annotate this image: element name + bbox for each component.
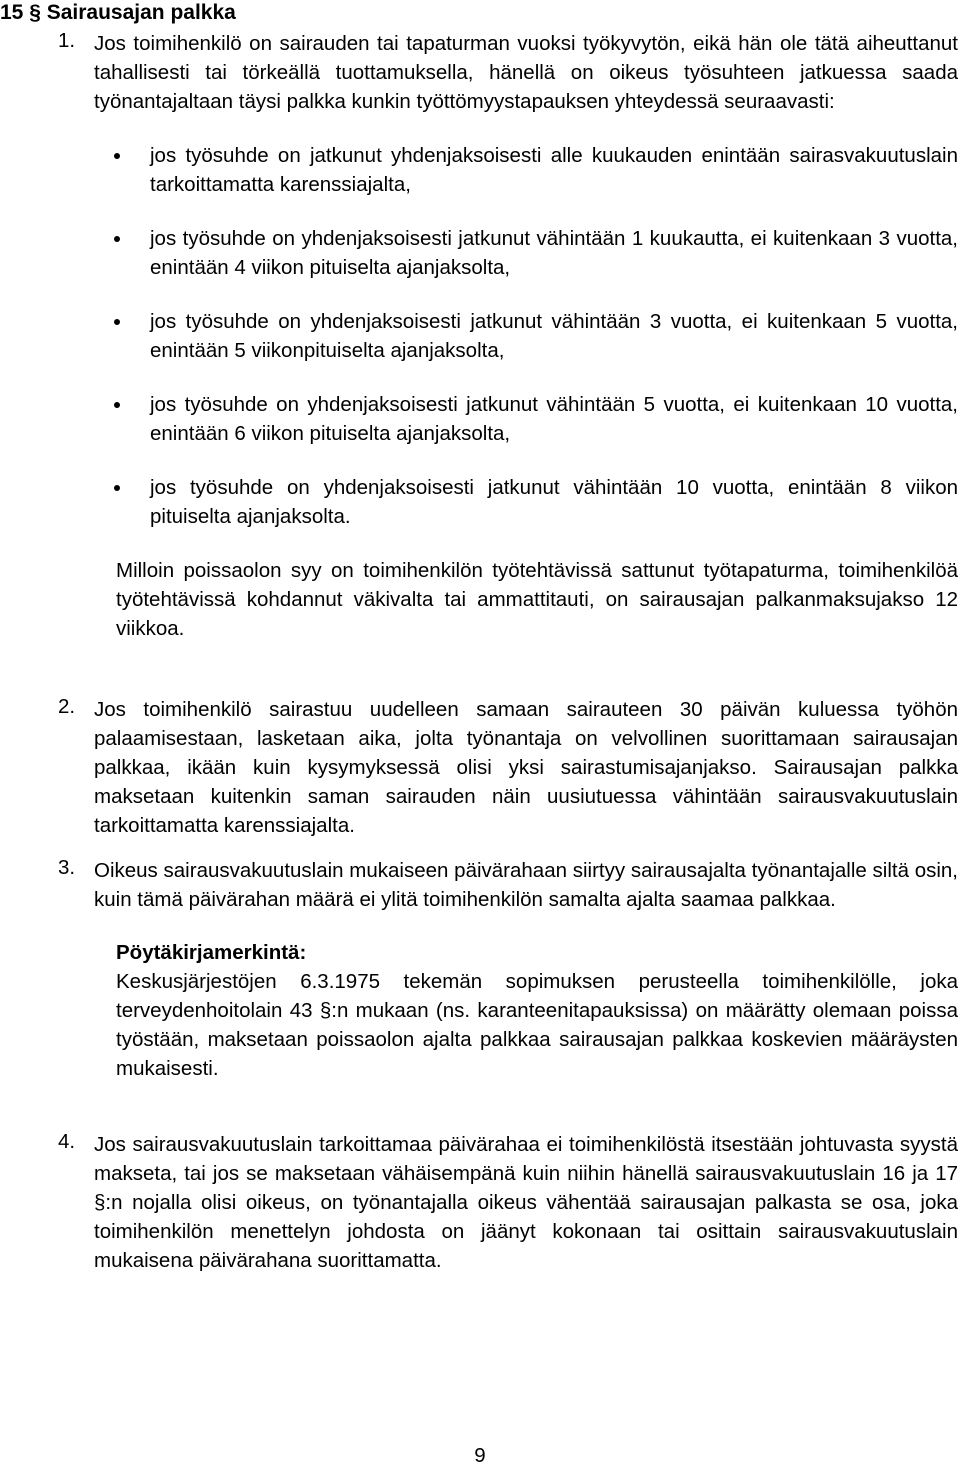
- item-body: [94, 856, 958, 1083]
- section-item-1: [0, 29, 958, 643]
- bullet-dot-icon: [114, 236, 120, 242]
- item-intro: Jos toimihenkilö on sairauden tai tapaturman vuoksi työkyvytön, eikä hän ole tätä aiheuttanut tahallisesti tai törkeällä tuottamuksella, hänellä on oikeus työsuhteen jatkuessa saada työnantajaltaan täysi palkka kunkin työttömyystapauksen yhteydessä seuraavasti:: [94, 32, 958, 113]
- item-text: Oikeus sairausvakuutuslain mukaiseen päivärahaan siirtyy sairausajalta työnantajalle siltä osin, kuin tämä päivärahan määrä ei ylitä toimihenkilön samalta ajalta saamaa palkkaa.: [94, 859, 958, 911]
- bullet-item: [94, 307, 958, 365]
- item-number: 1.: [58, 29, 76, 52]
- bullet-item: [94, 473, 958, 531]
- item-text: Jos toimihenkilö sairastuu uudelleen samaan sairauteen 30 päivän kuluessa työhön palaamisestaan, lasketaan aika, jolta työnantaja on velvollinen suorittamaan sairausajan palkkaa, ikään kuin kysymyksessä olisi yksi sairastumisajanjakso. Sairausajan palkka maksetaan kuitenkin saman sairauden näin uusiutuessa vähintään sairausvakuutuslain tarkoittamatta karenssiajalta.: [94, 698, 958, 837]
- bullet-dot-icon: [114, 402, 120, 408]
- page-number: 9: [474, 1444, 486, 1467]
- item-body: [94, 695, 958, 840]
- item-body: [94, 29, 958, 643]
- bullet-item: [94, 224, 958, 282]
- item-text: Jos sairausvakuutuslain tarkoittamaa päivärahaa ei toimihenkilöstä itsestään johtuvasta syystä makseta, tai jos se maksetaan vähäisempänä kuin niihin hänellä sairausvakuutuslain 16 ja 17 §:n nojalla olisi oikeus, on työnantajalla oikeus vähentää sairausajan palkasta se osa, joka toimihenkilön menettelyn johdosta on jäänyt kokonaan tai osittain sairausvakuutuslain mukaisena päivärahana suorittamatta.: [94, 1133, 958, 1272]
- bullet-text: jos työsuhde on yhdenjaksoisesti jatkunut vähintään 10 vuotta, enintään 8 viikon pituiselta ajanjaksolta.: [150, 476, 958, 528]
- section-item-4: [0, 1130, 958, 1275]
- note-text: Keskusjärjestöjen 6.3.1975 tekemän sopimuksen perusteella toimihenkilölle, joka terveydenhoitolain 43 §:n mukaan (ns. karanteenitapauksissa) on määrätty olemaan poissa työstään, maksetaan poissaolon ajalta palkkaa sairausajan palkkaa koskevien määräysten mukaisesti.: [116, 970, 958, 1080]
- bullet-dot-icon: [114, 153, 120, 159]
- protocol-note: [116, 938, 958, 1083]
- bullet-dot-icon: [114, 485, 120, 491]
- item-number: 2.: [58, 695, 76, 718]
- item-number: 4.: [58, 1130, 76, 1153]
- section-item-3: [0, 856, 958, 1083]
- bullet-text: jos työsuhde on yhdenjaksoisesti jatkunut vähintään 3 vuotta, ei kuitenkaan 5 vuotta, enintään 5 viikonpituiselta ajanjaksolta,: [150, 310, 958, 362]
- bullet-text: jos työsuhde on yhdenjaksoisesti jatkunut vähintään 1 kuukautta, ei kuitenkaan 3 vuotta, enintään 4 viikon pituiselta ajanjaksolta,: [150, 227, 958, 279]
- bullet-dot-icon: [114, 319, 120, 325]
- bullet-text: jos työsuhde on yhdenjaksoisesti jatkunut vähintään 5 vuotta, ei kuitenkaan 10 vuotta, enintään 6 viikon pituiselta ajanjaksolta,: [150, 393, 958, 445]
- bullet-list: [94, 141, 958, 531]
- note-title: Pöytäkirjamerkintä:: [116, 941, 307, 964]
- section-heading: 15 § Sairausajan palkka: [0, 1, 236, 24]
- section-item-2: [0, 695, 958, 840]
- bullet-text: jos työsuhde on jatkunut yhdenjaksoisesti alle kuukauden enintään sairasvakuutuslain tarkoittamatta karenssiajalta,: [150, 144, 958, 196]
- bullet-item: [94, 141, 958, 199]
- item-number: 3.: [58, 856, 76, 879]
- item-closing: Milloin poissaolon syy on toimihenkilön työtehtävissä sattunut työtapaturma, toimihenkilöä työtehtävissä kohdannut väkivalta tai ammattitauti, on sairausajan palkanmaksujakso 12 viikkoa.: [116, 559, 958, 640]
- bullet-item: [94, 390, 958, 448]
- item-body: [94, 1130, 958, 1275]
